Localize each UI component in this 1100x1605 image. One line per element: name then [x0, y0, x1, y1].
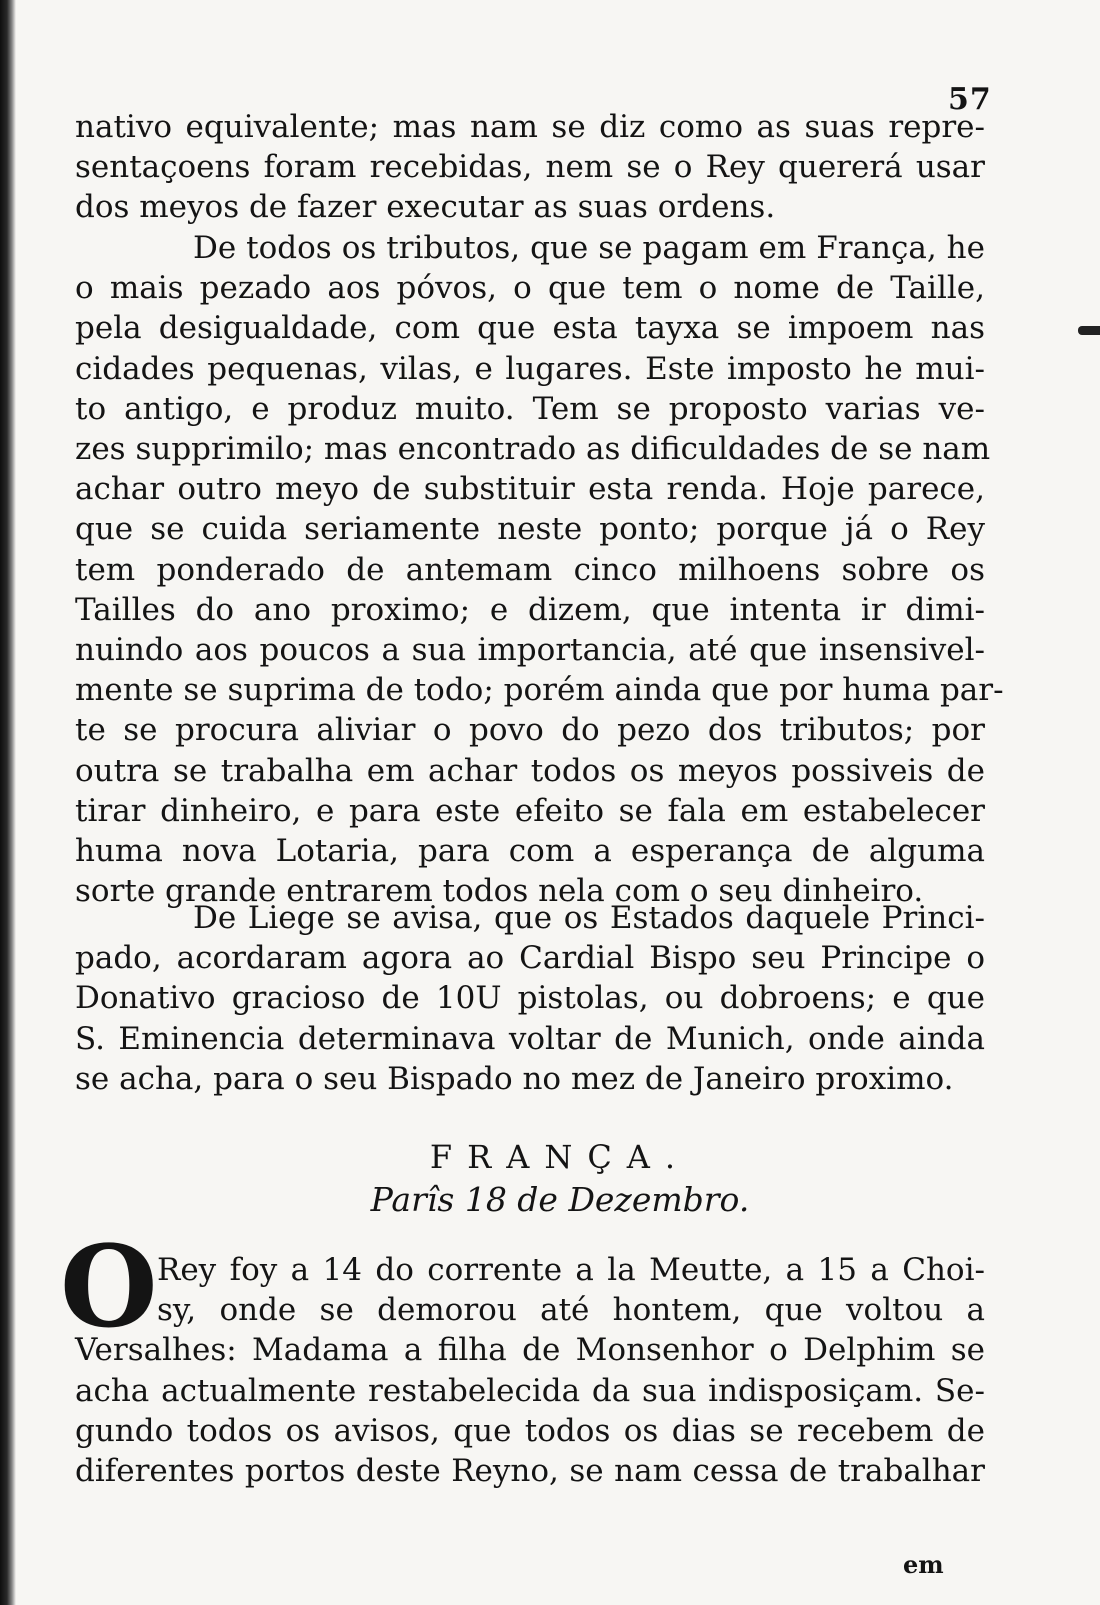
text-line: Versalhes: Madama a filha de Monsenhor o Delphim se — [75, 1332, 985, 1369]
dateline: Parîs 18 de Dezembro. — [370, 1180, 750, 1219]
text-line: o mais pezado aos póvos, o que tem o nome de Taille, — [75, 270, 985, 307]
catchword: em — [903, 1550, 944, 1579]
text-line: sentaçoens foram recebidas, nem se o Rey quererá usar — [75, 149, 985, 186]
page-number: 57 — [948, 82, 992, 117]
text-line: zes supprimilo; mas encontrado as dificuldades de se nam — [75, 431, 991, 468]
section-heading: FRANÇA. — [429, 1138, 691, 1176]
text-line: De Liege se avisa, que os Estados daquele Princi- — [193, 900, 985, 936]
page-edge-shadow — [0, 0, 16, 1605]
text-line: mente se suprima de todo; porém ainda que por huma par- — [75, 672, 1004, 709]
drop-cap: O — [60, 1222, 158, 1353]
paragraph-2 — [75, 228, 1004, 911]
text-line: huma nova Lotaria, para com a esperança de alguma — [75, 833, 985, 870]
text-line: Donativo gracioso de 10U pistolas, ou dobroens; e que — [75, 980, 985, 1017]
text-line: cidades pequenas, vilas, e lugares. Este imposto he mui- — [75, 350, 985, 387]
text-line: Rey foy a 14 do corrente a la Meutte, a 15 a Choi- — [157, 1252, 985, 1288]
text-line: nativo equivalente; mas nam se diz como as suas repre- — [75, 109, 985, 145]
text-line: De todos os tributos, que se pagam em França, he — [193, 230, 985, 266]
paragraph-1 — [75, 107, 985, 228]
text-line: Tailles do ano proximo; e dizem, que intenta ir dimi- — [75, 591, 985, 628]
text-line: pela desigualdade, com que esta tayxa se impoem nas — [75, 310, 985, 347]
text-line: sy, onde se demorou até hontem, que voltou a — [157, 1292, 985, 1329]
text-line: gundo todos os avisos, que todos os dias se recebem de — [75, 1412, 985, 1449]
text-line: pado, acordaram agora ao Cardial Bispo seu Principe o — [75, 940, 985, 977]
text-line: tirar dinheiro, e para este efeito se fala em estabelecer — [75, 792, 985, 829]
text-line: dos meyos de fazer executar as suas ordens. — [75, 189, 776, 226]
text-line: S. Eminencia determinava voltar de Munich, onde ainda — [75, 1020, 985, 1057]
text-line: nuindo aos poucos a sua importancia, até que insensivel- — [75, 632, 985, 669]
text-line: se acha, para o seu Bispado no mez de Janeiro proximo. — [75, 1060, 954, 1097]
text-line: acha actualmente restabelecida da sua indisposiçam. Se- — [75, 1372, 985, 1409]
page-edge-mark — [1078, 326, 1100, 335]
text-line: achar outro meyo de substituir esta renda. Hoje parece, — [75, 471, 985, 508]
text-line: tem ponderado de antemam cinco milhoens sobre os — [75, 551, 985, 588]
text-line: que se cuida seriamente neste ponto; porque já o Rey — [75, 511, 985, 548]
paragraph-3 — [75, 898, 985, 1099]
text-line: te se procura aliviar o povo do pezo dos tributos; por — [75, 712, 985, 749]
text-line: to antigo, e produz muito. Tem se proposto varias ve- — [75, 390, 985, 427]
paragraph-4 — [75, 1250, 985, 1491]
text-line: diferentes portos deste Reyno, se nam cessa de trabalhar — [75, 1453, 985, 1490]
text-line: sorte grande entrarem todos nela com o seu dinheiro. — [75, 873, 924, 910]
text-line: outra se trabalha em achar todos os meyos possiveis de — [75, 752, 985, 789]
